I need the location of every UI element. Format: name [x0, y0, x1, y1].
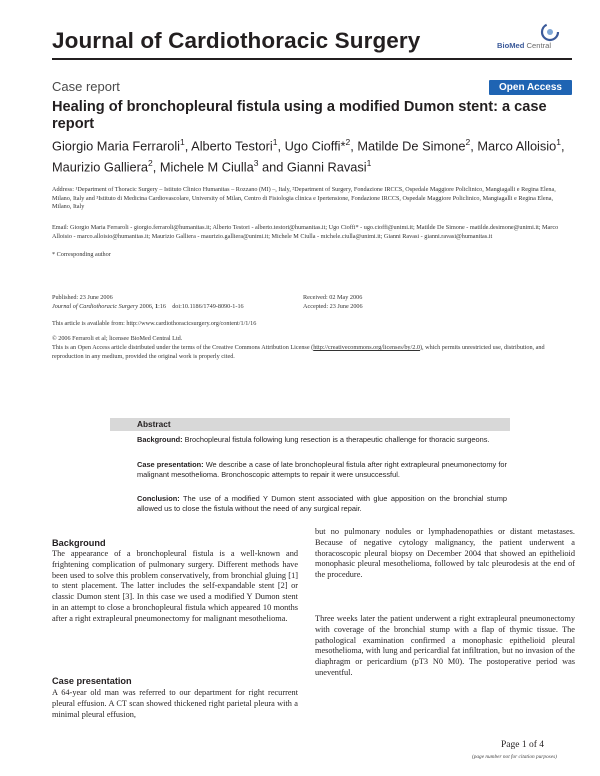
corresponding-author-note: * Corresponding author — [52, 251, 111, 258]
page-number-note: (page number not for citation purposes) — [472, 754, 557, 760]
background-section-heading: Background — [52, 538, 106, 548]
case-presentation-heading: Case presentation — [52, 676, 132, 686]
received-date: Received: 02 May 2006 — [303, 294, 363, 301]
published-date: Published: 23 June 2006 — [52, 294, 113, 301]
open-access-badge: Open Access — [489, 80, 572, 95]
publisher-logo — [497, 22, 571, 54]
publisher-name: BioMed Central — [497, 41, 552, 50]
abstract-conclusion: Conclusion: The use of a modified Y Dumon stent associated with glue apposition on the bronchial stump allowed us to close the fistula without the need of any surgical repair. — [137, 494, 507, 514]
author-emails: Email: Giorgio Maria Ferraroli - giorgio.ferraroli@humanitas.it; Alberto Testori - alberto.testori@humanitas.it; Ugo Cioffi* - ugo.cioffi@unimi.it; Matilde De Simone - matilde.desimone@unimi.it; Marco Alloisio - marco.alloisio@humanitas.it; Maurizio Galliera - maurizio.galliera@unimi.it; Michele M Ciulla - michele.ciulla@unimi.it; Gianni Ravasi - gianni.ravasi@humanitas.it — [52, 224, 559, 240]
page-number: Page 1 of 4 — [501, 740, 545, 750]
publication-info — [52, 294, 302, 311]
abstract-case-presentation: Case presentation: We describe a case of late bronchopleural fistula after right extrapleural pneumonectomy for malignant mesothelioma. Bronchoscopic attempts to repair it were unsuccessful. — [137, 460, 507, 480]
right-column-paragraph-2: Three weeks later the patient underwent a right extrapleural pneumonectomy with coverage of the bronchial stump with a flap of thymic tissue. The pathological examination confirmed a monophasic epithelioid pleural mesothelioma, with lung and pericardial fat infiltration, but no invasion of the diaphragm or pericardium (pT3 N0 M0). The postoperative period was uneventful. — [315, 614, 575, 677]
biomed-central-logo-icon — [537, 22, 563, 42]
abstract-background: Background: Brochopleural fistula following lung resection is a therapeutic challenge for thoracic surgeons. — [137, 435, 490, 444]
case-presentation-paragraph: A 64-year old man was referred to our department for right recurrent pleural effusion. A CT scan showed thickened right parietal pleura with a minimal pleural effusion, — [52, 688, 298, 719]
section-type: Case report — [52, 79, 120, 94]
journal-title: Journal of Cardiothoracic Surgery — [52, 28, 421, 53]
background-paragraph: The appearance of a bronchopleural fistula is a well-known and frightening complication of pulmonary surgery. Different methods have been used to solve this problem conservatively, from bronchial gluing [1] to stent placement. The latter includes the self-expandable stent [2] or classic Dumon stent [3]. In this case we used a modified Y Dumon stent in an attempt to close a bronchopleural fistula which appeared 10 months after a right extrapleural pneumonectomy for malignant mesothelioma. — [52, 549, 298, 623]
right-column-paragraph-1: but no pulmonary nodules or lymphadenopathies or distant metastases. Because of negative cytology malignancy, the patient underwent a thoracoscopic pleural biopsy on December 2004 that showed an epithelioid monophasic pleural mesothelioma, followed by talc pleurodesis at the end of the procedure. — [315, 527, 575, 579]
license-notice: This is an Open Access article distributed under the terms of the Creative Commons Attribution License (http://creativecommons.org/licenses/by/2.0), which permits unrestricted use, distribution, and reproduction in any medium, provided the original work is properly cited. — [52, 344, 545, 360]
abstract-box — [110, 418, 510, 515]
abstract-heading: Abstract — [110, 418, 510, 431]
citation: Journal of Cardiothoracic Surgery 2006, 1:16 doi:10.1186/1749-8090-1-16 — [52, 302, 244, 310]
accepted-date: Accepted: 23 June 2006 — [303, 302, 363, 310]
copyright-notice: © 2006 Ferraroli et al; licensee BioMed Central Ltd. — [52, 335, 183, 342]
author-list: Giorgio Maria Ferraroli$^1$, Alberto Testori$^1$, Ugo Cioffi*$^2$, Matilde De Simone$^2$, Marco Alloisio$^1$, Maurizio Galliera$^2$, Michele M Ciulla$^3$ and Gianni Ravasi$^1$ — [52, 137, 565, 175]
article-url[interactable]: This article is available from: http://www.cardiothoracicsurgery.org/content/1/1/16 — [52, 320, 257, 327]
article-title: Healing of bronchopleural fistula using a modified Dumon stent: a case report — [52, 99, 547, 132]
author-address: Address: ¹Department of Thoracic Surgery – Istituto Clinico Humanitas – Rozzano (MI) –, Italy, ²Department of Surgery, Fondazione IRCCS, Ospedale Maggiore Policlinico, Mangiagalli e Regina Elena, Milano, Italy and ³Istituto di Medicina Cardiovascolare, University of Milan, Centro di Fisiologia clinica e Ipertensione, Fondazione IRCCS, Ospedale Maggiore Policlinico, Mangiagalli e Regina Elena, Milano, Italy — [52, 186, 556, 211]
header-rule — [52, 58, 572, 60]
received-accepted — [303, 294, 563, 311]
